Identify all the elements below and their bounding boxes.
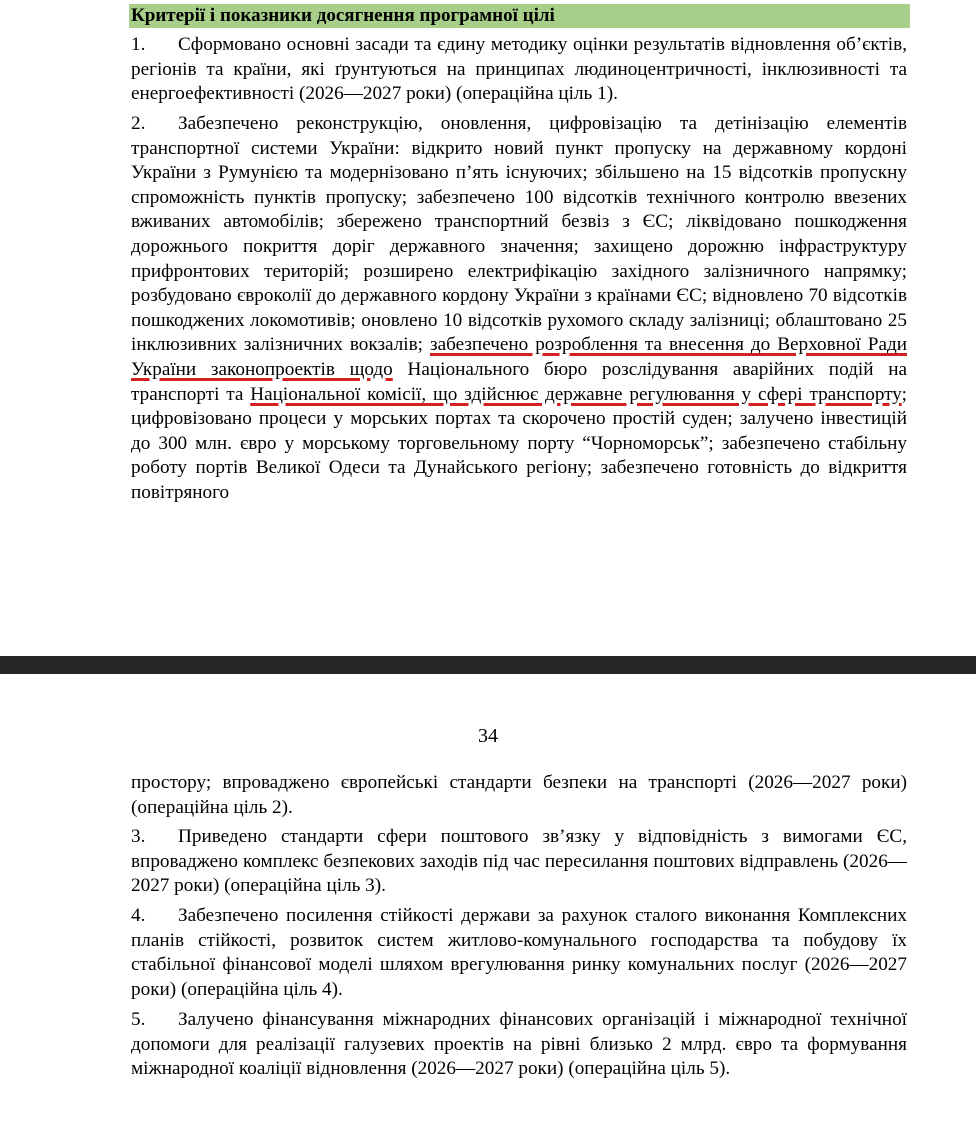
item-number: 4. bbox=[131, 905, 146, 926]
item-text-part-c: ; цифровізовано процеси у морських портах та скорочено простій суден; залучено інвестицій до 300 млн. євро у морському торговельному порту “Чорноморськ”; забезпечено стабільну роботу портів Великої Одеси та Дунайського регіону; забезпечено готовність до відкриття повітряного bbox=[131, 383, 907, 503]
criterion-item-3 bbox=[131, 825, 907, 899]
item-text: Сформовано основні засади та єдину методику оцінки результатів відновлення об’єктів, регіонів та країни, які ґрунтуються на принципах людиноцентричності, інклюзивності та енергоефективності (2026—2027 роки) (операційна ціль 1). bbox=[131, 34, 907, 105]
item-number: 2. bbox=[131, 113, 146, 134]
item-text: Залучено фінансування міжнародних фінансових організацій і міжнародної технічної допомоги для реалізації галузевих проектів на рівні близько 2 млрд. євро та формування міжнародної коаліції відновлення (2026—2027 роки) (операційна ціль 5). bbox=[131, 1009, 907, 1080]
criterion-item-5 bbox=[131, 1008, 907, 1082]
page-break-divider bbox=[0, 656, 976, 674]
item-number: 3. bbox=[131, 826, 146, 847]
item-text: Забезпечено посилення стійкості держави за рахунок сталого виконання Комплексних планів стійкості, розвиток систем житлово-комунального господарства та побудову їх стабільної фінансової моделі шляхом врегулювання ринку комунальних послуг (2026—2027 роки) (операційна ціль 4). bbox=[131, 905, 907, 1000]
item-text-continuation: простору; впроваджено європейські стандарти безпеки на транспорті (2026—2027 роки) (операційна ціль 2). bbox=[131, 772, 907, 818]
item-number: 1. bbox=[131, 34, 146, 55]
item-text: Приведено стандарти сфери поштового зв’язку у відповідність з вимогами ЄС, впроваджено комплекс безпекових заходів під час пересилання поштових відправлень (2026—2027 роки) (операційна ціль 3). bbox=[131, 826, 907, 897]
item-text-part-b: Національного бюро розслідування аварійних подій на транспорті та bbox=[131, 358, 907, 405]
criterion-item-4 bbox=[131, 904, 907, 1002]
criterion-item-2-continuation bbox=[131, 771, 907, 820]
item-number: 5. bbox=[131, 1009, 146, 1030]
criterion-item-2 bbox=[131, 112, 907, 506]
item-text-part-a: Забезпечено реконструкцію, оновлення, цифровізацію та детінізацію елементів транспортної системи України: відкрито новий пункт пропуску на державному кордоні України з Румунією та модернізовано п’ять існуючих; збільшено на 15 відсотків пропускну спроможність пунктів пропуску; забезпечено 100 відсотків технічного контролю ввезених вживаних автомобілів; збережено транспортний безвіз з ЄС; ліквідовано пошкодження дорожнього покриття доріг державного значення; захищено дорожню інфраструктуру прифронтових територій; розширено електрифікацію західного залізничного напрямку; розбудовано євроколії до державного кордону України з країнами ЄС; відновлено 70 відсотків пошкоджених локомотивів; оновлено 10 відсотків рухомого складу залізниці; облаштовано 25 інклюзивних залізничних вокзалів; bbox=[131, 113, 907, 356]
page-number: 34 bbox=[478, 725, 498, 747]
criterion-item-1 bbox=[131, 33, 907, 107]
underlined-text-draft-laws: забезпечено розроблення та внесення до Верховної Ради України законопроектів щодо bbox=[131, 334, 907, 380]
underlined-text-national-commission: Національної комісії, що здійснює державне регулювання у сфері транспорту bbox=[250, 383, 902, 405]
section-heading: Критерії і показники досягнення програмної цілі bbox=[129, 4, 910, 28]
